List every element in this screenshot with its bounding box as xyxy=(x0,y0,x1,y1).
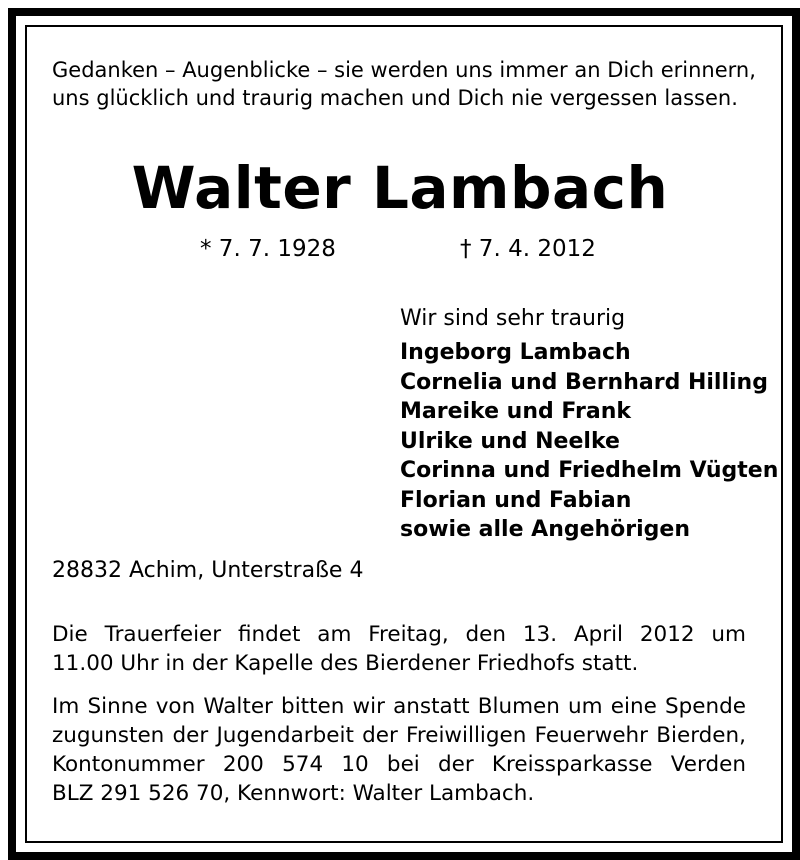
donation-line: zugunsten der Jugendarbeit der Freiwilligen Feuerwehr Bierden, xyxy=(52,723,746,748)
deceased-name: Walter Lambach xyxy=(131,154,669,222)
funeral-line: 11.00 Uhr in der Kapelle des Bierdener Friedhofs statt. xyxy=(52,651,639,676)
mourner-entry: Ulrike und Neelke xyxy=(400,428,620,454)
motto-line: Gedanken – Augenblicke – sie werden uns immer an Dich erinnern, xyxy=(52,58,756,82)
mourner-entry: Corinna und Friedhelm Vügten xyxy=(400,458,779,483)
funeral-line: Die Trauerfeier findet am Freitag, den 13. April 2012 um xyxy=(52,622,746,647)
donation-line: Kontonummer 200 574 10 bei der Kreissparkasse Verden xyxy=(52,752,746,777)
mourner-entry: Florian und Fabian xyxy=(400,487,632,513)
birth-date: * 7. 7. 1928 xyxy=(200,236,336,262)
motto-line: uns glücklich und traurig machen und Dich nie vergessen lassen. xyxy=(52,86,738,110)
death-date: † 7. 4. 2012 xyxy=(460,236,596,262)
memorial-motto xyxy=(52,56,756,112)
donation-line: Im Sinne von Walter bitten wir anstatt Blumen um eine Spende xyxy=(52,694,746,719)
mourners-list xyxy=(400,338,778,545)
donation-paragraph xyxy=(52,692,746,808)
family-address: 28832 Achim, Unterstraße 4 xyxy=(52,558,364,583)
funeral-paragraph xyxy=(52,620,746,678)
mourning-line: Wir sind sehr traurig xyxy=(400,306,626,331)
mourner-entry: Cornelia und Bernhard Hilling xyxy=(400,369,768,395)
mourner-entry: sowie alle Angehörigen xyxy=(400,517,691,542)
mourner-entry: Mareike und Frank xyxy=(400,399,632,424)
mourner-entry: Ingeborg Lambach xyxy=(400,340,631,365)
donation-line: BLZ 291 526 70, Kennwort: Walter Lambach. xyxy=(52,781,535,806)
